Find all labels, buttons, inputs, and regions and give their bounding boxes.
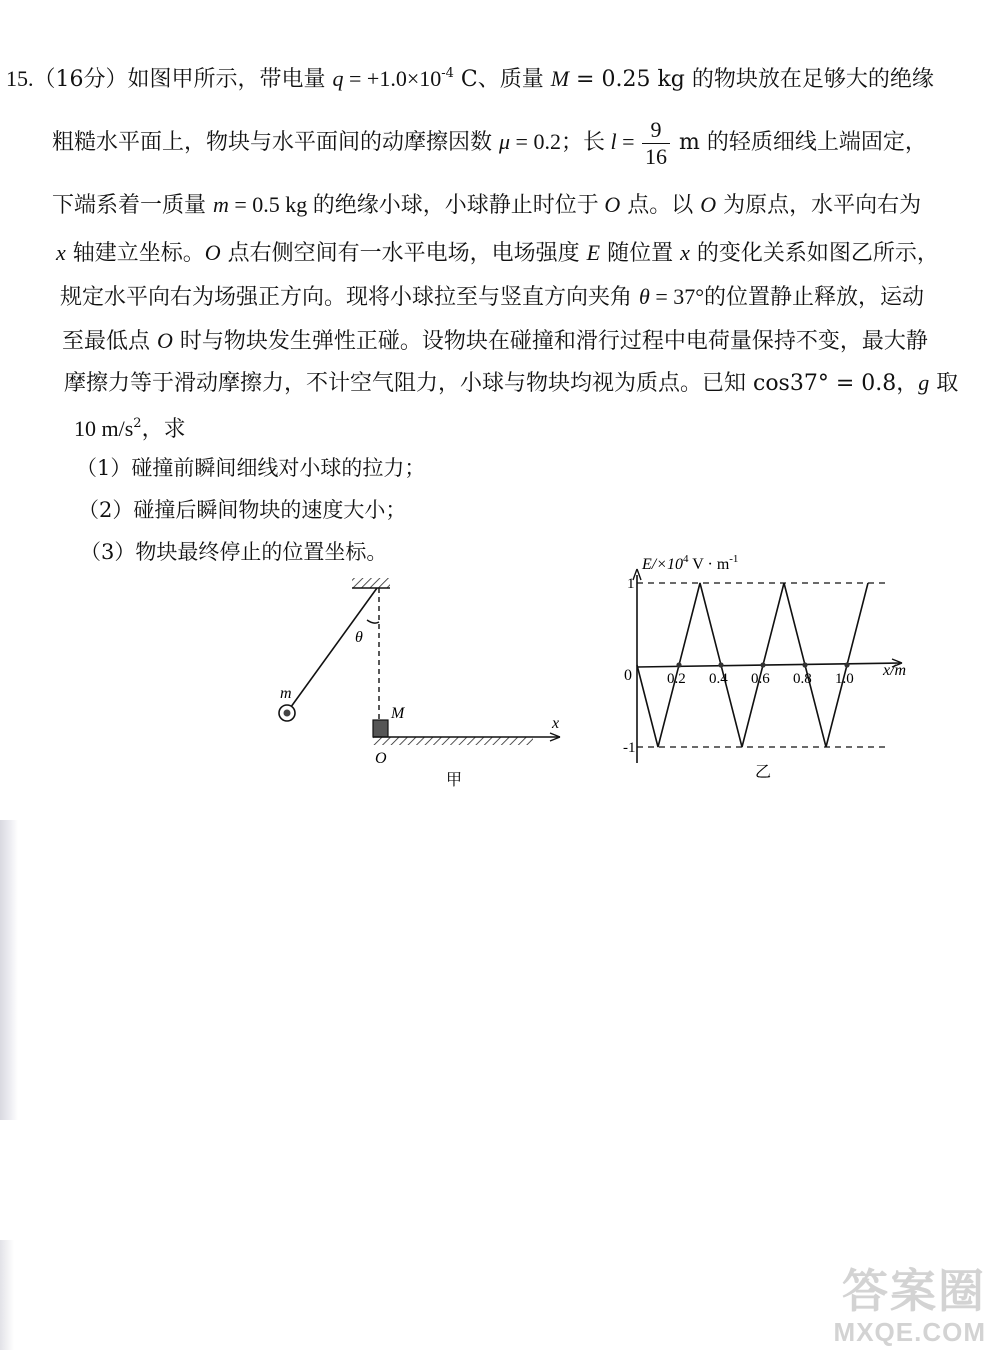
var-g: g xyxy=(918,370,930,395)
text: 至最低点 xyxy=(62,329,157,354)
watermark xyxy=(834,1265,986,1347)
problem-line-6 xyxy=(62,326,928,357)
x-tick-label: 0.8 xyxy=(793,671,812,687)
y-label-main: E/×10 xyxy=(642,556,684,573)
ceiling xyxy=(352,578,390,588)
caption-jia: 甲 xyxy=(446,772,463,789)
text: 粗糙水平面上，物块与水平面间的动摩擦因数 xyxy=(52,130,499,155)
question-1: （1）碰撞前瞬间细线对小球的拉力； xyxy=(76,456,426,480)
problem-points: （16分） xyxy=(33,67,128,92)
numerator: 9 xyxy=(642,117,670,144)
problem-number: 15. xyxy=(6,66,34,91)
var-O: O xyxy=(604,192,621,217)
zero-crossing-point xyxy=(802,662,807,667)
text: = +1.0×10 xyxy=(343,66,442,91)
figure-yi-chart xyxy=(600,545,920,790)
problem-line-2 xyxy=(52,112,927,172)
zero-crossing-point xyxy=(718,662,723,667)
zero-crossing-point xyxy=(676,662,681,667)
text: 下端系着一质量 xyxy=(52,193,213,218)
problem-line-1 xyxy=(6,64,934,95)
var-E: E xyxy=(586,240,601,265)
block-M xyxy=(373,720,388,737)
x-tick-label: 0.6 xyxy=(751,671,770,687)
y-tick-label: 1 xyxy=(627,576,635,592)
text: 为原点，水平向右为 xyxy=(716,193,922,218)
text: = 0.2；长 xyxy=(510,129,611,154)
problem-line-3 xyxy=(52,190,921,221)
text: 摩擦力等于滑动摩擦力，不计空气阻力，小球与物块均视为质点。已知 cos37° = 0.8， xyxy=(64,371,919,396)
text: 规定水平向右为场强正方向。现将小球拉至与竖直方向夹角 xyxy=(60,285,639,310)
question-2: （2）碰撞后瞬间物块的速度大小； xyxy=(78,498,407,522)
label-M: M xyxy=(391,705,405,722)
figure-jia xyxy=(260,570,580,800)
label-m: m xyxy=(280,685,292,702)
var-M: M xyxy=(550,66,570,91)
caption-yi: 乙 xyxy=(755,764,772,781)
pendulum-string xyxy=(288,588,377,711)
text: ，求 xyxy=(141,417,186,442)
text: 随位置 xyxy=(600,241,681,266)
text: = xyxy=(616,129,641,154)
var-O: O xyxy=(700,192,717,217)
y-label-unit-exp: -1 xyxy=(729,553,739,565)
angle-arc xyxy=(367,620,379,623)
origin-label: 0 xyxy=(624,667,632,684)
text: = 0.5 kg 的绝缘小球，小球静止时位于 xyxy=(228,192,605,217)
fraction xyxy=(642,117,670,170)
var-x: x xyxy=(56,240,66,265)
text: m 的轻质细线上端固定， xyxy=(672,130,927,155)
text: 点右侧空间有一水平电场，电场强度 xyxy=(220,241,587,266)
question-3: （3）物块最终停止的位置坐标。 xyxy=(80,540,388,564)
zero-crossing-point xyxy=(844,662,849,667)
watermark-line1: 答案圈 xyxy=(842,1265,986,1317)
label-x: x xyxy=(552,715,560,732)
label-theta: θ xyxy=(355,629,363,646)
watermark-line2: MXQE.COM xyxy=(833,1317,986,1347)
text: 轴建立坐标。 xyxy=(65,241,205,266)
var-theta: θ xyxy=(639,284,650,309)
y-label-unit: V · m xyxy=(688,556,730,573)
text: = 0.25 kg 的物块放在足够大的绝缘 xyxy=(569,67,934,92)
exponent: 2 xyxy=(133,416,142,431)
text: 10 m/s xyxy=(74,416,134,441)
var-q: q xyxy=(332,66,344,91)
problem-line-7 xyxy=(64,368,958,399)
y-label-exp: 4 xyxy=(683,553,689,565)
exponent: -4 xyxy=(441,66,454,81)
text: 取 xyxy=(929,371,959,396)
problem-line-4 xyxy=(56,238,939,269)
var-x: x xyxy=(680,240,690,265)
var-l: l xyxy=(610,129,617,154)
var-O: O xyxy=(204,240,221,265)
problem-line-5 xyxy=(60,282,924,313)
x-tick-label: 1.0 xyxy=(835,671,854,687)
zero-crossing-point xyxy=(760,662,765,667)
label-O: O xyxy=(375,750,387,767)
text: 时与物块发生弹性正碰。设物块在碰撞和滑行过程中电荷量保持不变，最大静 xyxy=(172,329,928,354)
ball-center xyxy=(284,710,291,717)
denominator: 16 xyxy=(645,143,668,169)
scan-shadow xyxy=(0,1240,14,1350)
var-m: m xyxy=(213,192,229,217)
text: 的变化关系如图乙所示， xyxy=(689,241,939,266)
ground xyxy=(373,737,533,745)
x-tick-label: 0.4 xyxy=(709,671,728,687)
text: = 37°的位置静止释放，运动 xyxy=(649,284,925,309)
text: 如图甲所示，带电量 xyxy=(127,67,333,92)
x-axis-label: x/m xyxy=(883,662,907,679)
var-O: O xyxy=(157,328,173,353)
var-mu: μ xyxy=(499,129,511,154)
text: C、质量 xyxy=(453,67,551,92)
y-tick-label: -1 xyxy=(623,740,636,756)
problem-line-8 xyxy=(74,414,186,445)
y-axis-label xyxy=(641,553,738,573)
text: 点。以 xyxy=(620,193,701,218)
x-tick-label: 0.2 xyxy=(667,671,686,687)
scan-shadow xyxy=(0,820,18,1120)
